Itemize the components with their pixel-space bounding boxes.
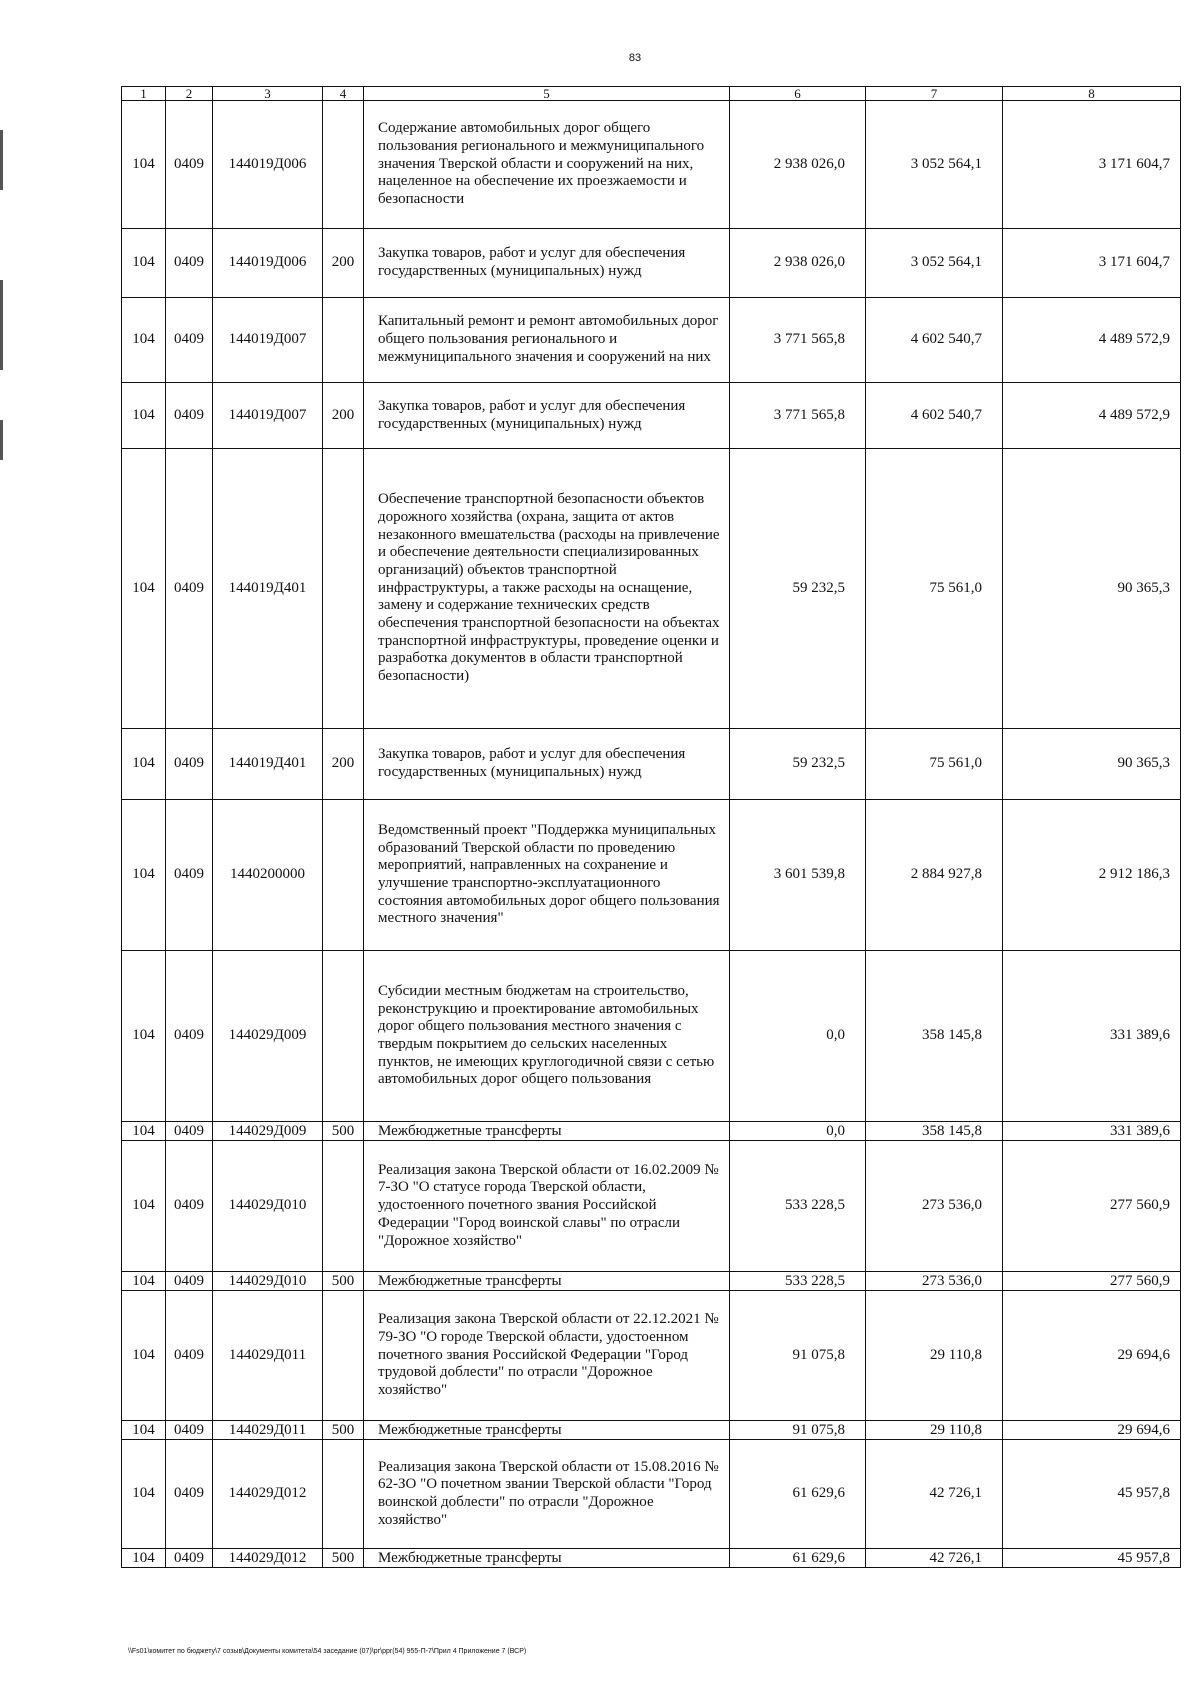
amount-year-3-cell: 29 694,6 xyxy=(1003,1291,1181,1421)
expense-type-cell: 200 xyxy=(323,729,364,800)
description-cell: Закупка товаров, работ и услуг для обеспечения государственных (муниципальных) нужд xyxy=(364,729,730,800)
expense-type-cell xyxy=(323,298,364,383)
column-number: 2 xyxy=(166,87,213,101)
amount-year-2-cell: 29 110,8 xyxy=(866,1291,1003,1421)
amount-year-2-cell: 4 602 540,7 xyxy=(866,298,1003,383)
target-article-cell: 144019Д007 xyxy=(213,298,323,383)
expense-type-cell: 200 xyxy=(323,383,364,449)
target-article-cell: 144029Д011 xyxy=(213,1421,323,1440)
column-number: 4 xyxy=(323,87,364,101)
ministry-code-cell: 104 xyxy=(122,101,166,229)
description-cell: Обеспечение транспортной безопасности объектов дорожного хозяйства (охрана, защита от актов незаконного вмешательства (расходы на привлечение и обеспечение деятельности специализированных организаций) объектов транспортной инфраструктуры, а также расходы на оснащение, замену и содержание технических средств обеспечения транспортной безопасности на объектах транспортной инфраструктуры, проведение оценки и разработка документов в области транспортной безопасности) xyxy=(364,449,730,729)
section-code-cell: 0409 xyxy=(166,800,213,951)
description-cell: Реализация закона Тверской области от 16.02.2009 № 7-ЗО "О статусе города Тверской области, удостоенного почетного звания Российской Федерации "Город воинской славы" по отрасли "Дорожное хозяйство" xyxy=(364,1141,730,1272)
amount-year-2-cell: 273 536,0 xyxy=(866,1272,1003,1291)
amount-year-1-cell: 0,0 xyxy=(730,1122,866,1141)
description-cell: Межбюджетные трансферты xyxy=(364,1421,730,1440)
expense-type-cell: 500 xyxy=(323,1549,364,1568)
amount-year-2-cell: 29 110,8 xyxy=(866,1421,1003,1440)
amount-year-3-cell: 3 171 604,7 xyxy=(1003,229,1181,298)
expense-type-cell: 500 xyxy=(323,1122,364,1141)
amount-year-3-cell: 29 694,6 xyxy=(1003,1421,1181,1440)
target-article-cell: 1440200000 xyxy=(213,800,323,951)
description-cell: Субсидии местным бюджетам на строительство, реконструкцию и проектирование автомобильных дорог общего пользования местного значения с твердым покрытием до сельских населенных пунктов, не имеющих круглогодичной связи с сетью автомобильных дорог общего пользования xyxy=(364,951,730,1122)
amount-year-1-cell: 2 938 026,0 xyxy=(730,101,866,229)
column-number: 5 xyxy=(364,87,730,101)
section-code-cell: 0409 xyxy=(166,298,213,383)
budget-table xyxy=(121,86,1181,1568)
ministry-code-cell: 104 xyxy=(122,1549,166,1568)
amount-year-3-cell: 3 171 604,7 xyxy=(1003,101,1181,229)
section-code-cell: 0409 xyxy=(166,951,213,1122)
description-cell: Межбюджетные трансферты xyxy=(364,1272,730,1291)
amount-year-3-cell: 4 489 572,9 xyxy=(1003,383,1181,449)
table-row xyxy=(122,101,1181,229)
amount-year-3-cell: 90 365,3 xyxy=(1003,729,1181,800)
amount-year-1-cell: 3 771 565,8 xyxy=(730,383,866,449)
amount-year-1-cell: 61 629,6 xyxy=(730,1549,866,1568)
expense-type-cell xyxy=(323,1291,364,1421)
target-article-cell: 144019Д007 xyxy=(213,383,323,449)
table-row xyxy=(122,1421,1181,1440)
amount-year-2-cell: 4 602 540,7 xyxy=(866,383,1003,449)
section-code-cell: 0409 xyxy=(166,383,213,449)
column-number-row xyxy=(122,87,1181,101)
expense-type-cell xyxy=(323,1440,364,1549)
expense-type-cell: 200 xyxy=(323,229,364,298)
ministry-code-cell: 104 xyxy=(122,449,166,729)
expense-type-cell xyxy=(323,1141,364,1272)
page-number: 83 xyxy=(628,52,642,64)
amount-year-3-cell: 277 560,9 xyxy=(1003,1272,1181,1291)
amount-year-2-cell: 273 536,0 xyxy=(866,1141,1003,1272)
amount-year-1-cell: 91 075,8 xyxy=(730,1421,866,1440)
ministry-code-cell: 104 xyxy=(122,383,166,449)
target-article-cell: 144029Д012 xyxy=(213,1440,323,1549)
table-row xyxy=(122,729,1181,800)
description-cell: Межбюджетные трансферты xyxy=(364,1122,730,1141)
target-article-cell: 144029Д009 xyxy=(213,1122,323,1141)
section-code-cell: 0409 xyxy=(166,1272,213,1291)
table-row xyxy=(122,298,1181,383)
expense-type-cell: 500 xyxy=(323,1421,364,1440)
amount-year-1-cell: 3 771 565,8 xyxy=(730,298,866,383)
expense-type-cell xyxy=(323,951,364,1122)
ministry-code-cell: 104 xyxy=(122,951,166,1122)
description-cell: Содержание автомобильных дорог общего пользования регионального и межмуниципального значения Тверской области и сооружений на них, нацеленное на обеспечение их проезжаемости и безопасности xyxy=(364,101,730,229)
table-row xyxy=(122,1122,1181,1141)
target-article-cell: 144019Д006 xyxy=(213,101,323,229)
ministry-code-cell: 104 xyxy=(122,1421,166,1440)
amount-year-3-cell: 331 389,6 xyxy=(1003,951,1181,1122)
table-row xyxy=(122,229,1181,298)
description-cell: Ведомственный проект "Поддержка муниципальных образований Тверской области по проведению мероприятий, направленных на сохранение и улучшение транспортно-эксплуатационного состояния автомобильных дорог общего пользования местного значения" xyxy=(364,800,730,951)
amount-year-2-cell: 358 145,8 xyxy=(866,951,1003,1122)
target-article-cell: 144029Д009 xyxy=(213,951,323,1122)
amount-year-2-cell: 42 726,1 xyxy=(866,1549,1003,1568)
file-path-footer: \\Fs01\комитет по бюджету\7 созыв\Документы комитета\54 заседание (07)\рг\ppr(54) 955-П-7\Прил 4 Приложение 7 (ВСР) xyxy=(128,1648,527,1655)
description-cell: Реализация закона Тверской области от 15.08.2016 № 62-ЗО "О почетном звании Тверской области "Город воинской доблести" по отрасли "Дорожное хозяйство" xyxy=(364,1440,730,1549)
ministry-code-cell: 104 xyxy=(122,298,166,383)
amount-year-3-cell: 4 489 572,9 xyxy=(1003,298,1181,383)
amount-year-2-cell: 42 726,1 xyxy=(866,1440,1003,1549)
amount-year-2-cell: 75 561,0 xyxy=(866,449,1003,729)
amount-year-2-cell: 3 052 564,1 xyxy=(866,101,1003,229)
ministry-code-cell: 104 xyxy=(122,1122,166,1141)
amount-year-2-cell: 358 145,8 xyxy=(866,1122,1003,1141)
amount-year-2-cell: 75 561,0 xyxy=(866,729,1003,800)
target-article-cell: 144029Д011 xyxy=(213,1291,323,1421)
section-code-cell: 0409 xyxy=(166,449,213,729)
amount-year-1-cell: 91 075,8 xyxy=(730,1291,866,1421)
amount-year-1-cell: 533 228,5 xyxy=(730,1272,866,1291)
scan-edge-mark xyxy=(0,280,3,370)
table-row xyxy=(122,1440,1181,1549)
ministry-code-cell: 104 xyxy=(122,800,166,951)
section-code-cell: 0409 xyxy=(166,1440,213,1549)
amount-year-3-cell: 2 912 186,3 xyxy=(1003,800,1181,951)
target-article-cell: 144029Д010 xyxy=(213,1272,323,1291)
ministry-code-cell: 104 xyxy=(122,1440,166,1549)
column-number: 8 xyxy=(1003,87,1181,101)
table-row xyxy=(122,1141,1181,1272)
column-number: 1 xyxy=(122,87,166,101)
ministry-code-cell: 104 xyxy=(122,1141,166,1272)
description-cell: Межбюджетные трансферты xyxy=(364,1549,730,1568)
table-row xyxy=(122,449,1181,729)
scan-edge-mark xyxy=(0,130,3,190)
description-cell: Закупка товаров, работ и услуг для обеспечения государственных (муниципальных) нужд xyxy=(364,383,730,449)
amount-year-1-cell: 59 232,5 xyxy=(730,449,866,729)
section-code-cell: 0409 xyxy=(166,101,213,229)
table-row xyxy=(122,383,1181,449)
target-article-cell: 144019Д401 xyxy=(213,729,323,800)
section-code-cell: 0409 xyxy=(166,1141,213,1272)
amount-year-3-cell: 277 560,9 xyxy=(1003,1141,1181,1272)
column-number: 3 xyxy=(213,87,323,101)
section-code-cell: 0409 xyxy=(166,1291,213,1421)
section-code-cell: 0409 xyxy=(166,1122,213,1141)
amount-year-1-cell: 2 938 026,0 xyxy=(730,229,866,298)
amount-year-1-cell: 59 232,5 xyxy=(730,729,866,800)
description-cell: Закупка товаров, работ и услуг для обеспечения государственных (муниципальных) нужд xyxy=(364,229,730,298)
description-cell: Реализация закона Тверской области от 22.12.2021 № 79-ЗО "О городе Тверской области, удостоенном почетного звания Российской Федерации "Город трудовой доблести" по отрасли "Дорожное хозяйство" xyxy=(364,1291,730,1421)
amount-year-2-cell: 2 884 927,8 xyxy=(866,800,1003,951)
ministry-code-cell: 104 xyxy=(122,1272,166,1291)
expense-type-cell xyxy=(323,101,364,229)
target-article-cell: 144019Д006 xyxy=(213,229,323,298)
table-row xyxy=(122,1549,1181,1568)
expense-type-cell: 500 xyxy=(323,1272,364,1291)
section-code-cell: 0409 xyxy=(166,1421,213,1440)
ministry-code-cell: 104 xyxy=(122,729,166,800)
target-article-cell: 144019Д401 xyxy=(213,449,323,729)
amount-year-3-cell: 45 957,8 xyxy=(1003,1549,1181,1568)
column-number: 7 xyxy=(866,87,1003,101)
target-article-cell: 144029Д012 xyxy=(213,1549,323,1568)
table-row xyxy=(122,951,1181,1122)
table-row xyxy=(122,1291,1181,1421)
amount-year-3-cell: 45 957,8 xyxy=(1003,1440,1181,1549)
table-row xyxy=(122,1272,1181,1291)
amount-year-2-cell: 3 052 564,1 xyxy=(866,229,1003,298)
amount-year-1-cell: 3 601 539,8 xyxy=(730,800,866,951)
expense-type-cell xyxy=(323,800,364,951)
amount-year-1-cell: 61 629,6 xyxy=(730,1440,866,1549)
section-code-cell: 0409 xyxy=(166,229,213,298)
section-code-cell: 0409 xyxy=(166,1549,213,1568)
amount-year-3-cell: 90 365,3 xyxy=(1003,449,1181,729)
scan-edge-mark xyxy=(0,420,3,460)
target-article-cell: 144029Д010 xyxy=(213,1141,323,1272)
ministry-code-cell: 104 xyxy=(122,229,166,298)
ministry-code-cell: 104 xyxy=(122,1291,166,1421)
amount-year-1-cell: 533 228,5 xyxy=(730,1141,866,1272)
amount-year-3-cell: 331 389,6 xyxy=(1003,1122,1181,1141)
section-code-cell: 0409 xyxy=(166,729,213,800)
expense-type-cell xyxy=(323,449,364,729)
column-number: 6 xyxy=(730,87,866,101)
description-cell: Капитальный ремонт и ремонт автомобильных дорог общего пользования регионального и межмуниципального значения и сооружений на них xyxy=(364,298,730,383)
amount-year-1-cell: 0,0 xyxy=(730,951,866,1122)
table-row xyxy=(122,800,1181,951)
